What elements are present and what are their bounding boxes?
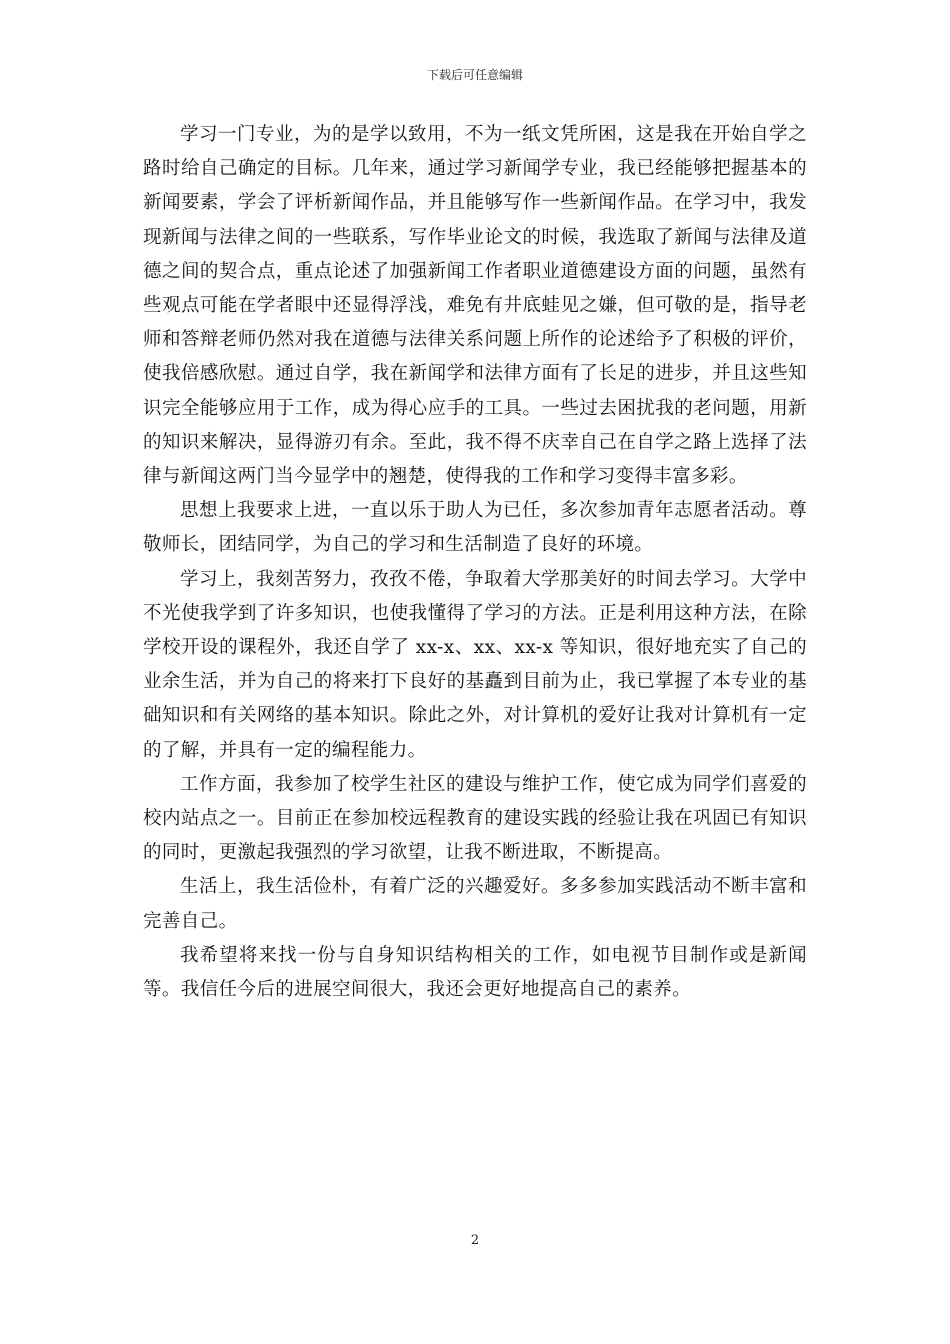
paragraph-hope: 我希望将来找一份与自身知识结构相关的工作，如电视节目制作或是新闻等。我信任今后的进展空间很大，我还会更好地提高自己的素养。	[143, 944, 807, 1001]
document-body	[143, 118, 807, 1007]
paragraph-learning: 学习上，我刻苦努力，孜孜不倦，争取着大学那美好的时间去学习。大学中不光使我学到了许多知识，也使我懂得了学习的方法。正是利用这种方法，在除学校开设的课程外，我还自学了 xx-x、xx、xx-x 等知识，很好地充实了自己的业余生活，并为自己的将来打下良好的基矗到目前为止，我已掌握了本专业的基础知识和有关网络的基本知识。除此之外，对计算机的爱好让我对计算机有一定的了解，并具有一定的编程能力。	[143, 568, 807, 761]
paragraph-thought: 思想上我要求上进，一直以乐于助人为已任，多次参加青年志愿者活动。尊敬师长，团结同学，为自己的学习和生活制造了良好的环境。	[143, 500, 807, 556]
paragraph-work: 工作方面，我参加了校学生社区的建设与维护工作，使它成为同学们喜爱的校内站点之一。目前正在参加校远程教育的建设实践的经验让我在巩固已有知识的同时，更激起我强烈的学习欲望，让我不断进取，不断提高。	[143, 773, 807, 864]
paragraph-study-goal: 学习一门专业，为的是学以致用，不为一纸文凭所困，这是我在开始自学之路时给自己确定的目标。几年来，通过学习新闻学专业，我已经能够把握基本的新闻要素，学会了评析新闻作品，并且能够写作一些新闻作品。在学习中，我发现新闻与法律之间的一些联系，写作毕业论文的时候，我选取了新闻与法律及道德之间的契合点，重点论述了加强新闻工作者职业道德建设方面的问题，虽然有些观点可能在学者眼中还显得浮浅，难免有井底蛙见之嫌，但可敬的是，指导老师和答辩老师仍然对我在道德与法律关系问题上所作的论述给予了积极的评价，使我倍感欣慰。通过自学，我在新闻学和法律方面有了长足的进步，并且这些知识完全能够应用于工作，成为得心应手的工具。一些过去困扰我的老问题，用新的知识来解决，显得游刃有余。至此，我不得不庆幸自己在自学之路上选择了法律与新闻这两门当今显学中的翘楚，使得我的工作和学习变得丰富多彩。	[143, 124, 807, 488]
page-number: 2	[470, 1233, 480, 1248]
page-header: 下载后可任意编辑	[426, 68, 523, 82]
paragraph-life: 生活上，我生活俭朴，有着广泛的兴趣爱好。多多参加实践活动不断丰富和完善自己。	[143, 876, 807, 932]
